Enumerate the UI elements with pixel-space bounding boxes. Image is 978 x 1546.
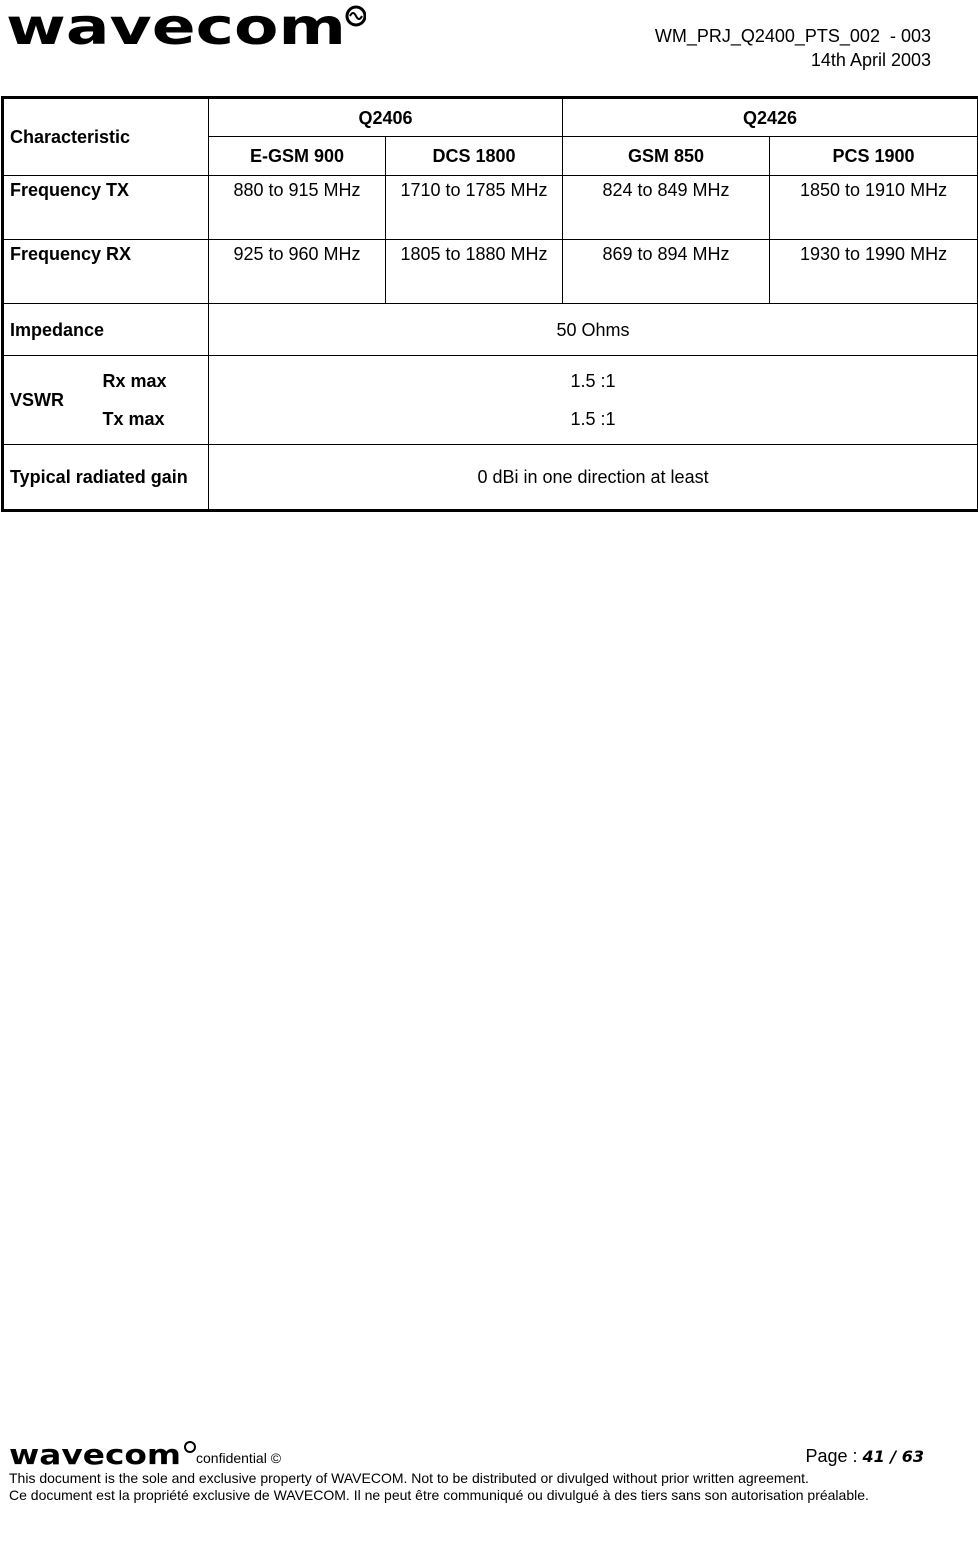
- cell-freq-rx-dcs1800: 1805 to 1880 MHz: [386, 240, 563, 304]
- cell-freq-tx-dcs1800: 1710 to 1785 MHz: [386, 176, 563, 240]
- band-header-pcs1900: PCS 1900: [770, 137, 978, 176]
- page-number: 41 / 63: [862, 1447, 924, 1466]
- vswr-sub-labels: [101, 356, 209, 445]
- vswr-tx-label: Tx max: [102, 409, 165, 429]
- footer-wavecom-logo: [9, 1440, 199, 1466]
- logo-wordmark: wavecom: [6, 4, 346, 50]
- cell-freq-rx-gsm850: 869 to 894 MHz: [563, 240, 770, 304]
- group-header-q2406: Q2406: [209, 98, 563, 137]
- doc-ref-code: WM_PRJ_Q2400_PTS_002 - 003: [654, 26, 931, 46]
- antenna-spec-table: [1, 96, 978, 512]
- cell-impedance-value: 50 Ohms: [209, 304, 978, 356]
- cell-gain-value: 0 dBi in one direction at least: [209, 445, 978, 511]
- footer-confidential: confidential ©: [196, 1450, 282, 1466]
- footer-page-indicator: [805, 1446, 924, 1467]
- wavecom-logo: [6, 4, 366, 50]
- row-label-vswr: VSWR: [3, 356, 101, 445]
- cell-freq-tx-egsm900: 880 to 915 MHz: [209, 176, 386, 240]
- vswr-values: [209, 356, 978, 445]
- page-label: Page :: [805, 1446, 863, 1466]
- row-label-frequency-tx: Frequency TX: [3, 176, 209, 240]
- notice-english: This document is the sole and exclusive property of WAVECOM. Not to be distributed or divulged without prior written agreement.: [9, 1470, 809, 1486]
- cell-freq-tx-pcs1900: 1850 to 1910 MHz: [770, 176, 978, 240]
- row-label-frequency-rx: Frequency RX: [3, 240, 209, 304]
- cell-freq-tx-gsm850: 824 to 849 MHz: [563, 176, 770, 240]
- table-row: [3, 240, 978, 304]
- wavecom-logo-graphic: [6, 4, 366, 50]
- table-row: [3, 356, 978, 445]
- document-reference: [655, 24, 931, 72]
- row-label-typical-radiated-gain: Typical radiated gain: [3, 445, 209, 511]
- footer-logo-graphic: [9, 1440, 199, 1466]
- cell-freq-rx-pcs1900: 1930 to 1990 MHz: [770, 240, 978, 304]
- band-header-dcs1800: DCS 1800: [386, 137, 563, 176]
- vswr-tx-value: 1.5 :1: [570, 409, 616, 429]
- vswr-rx-value: 1.5 :1: [570, 371, 616, 391]
- cell-freq-rx-egsm900: 925 to 960 MHz: [209, 240, 386, 304]
- notice-french: Ce document est la propriété exclusive de WAVECOM. Il ne peut être communiqué ou divulgué à des tiers sans son autorisation préalable.: [9, 1487, 869, 1503]
- table-row: [3, 304, 978, 356]
- footer-legal-notice: [9, 1470, 924, 1504]
- footer-logo-swirl-icon: [185, 1442, 195, 1452]
- doc-date: 14th April 2003: [810, 50, 931, 70]
- table-row: [3, 176, 978, 240]
- table-row: [3, 445, 978, 511]
- vswr-rx-label: Rx max: [102, 371, 167, 391]
- group-header-q2426: Q2426: [563, 98, 978, 137]
- band-header-egsm900: E-GSM 900: [209, 137, 386, 176]
- header-characteristic: Characteristic: [3, 98, 209, 176]
- row-label-impedance: Impedance: [3, 304, 209, 356]
- footer-logo-wordmark: wavecom: [9, 1440, 181, 1466]
- band-header-gsm850: GSM 850: [563, 137, 770, 176]
